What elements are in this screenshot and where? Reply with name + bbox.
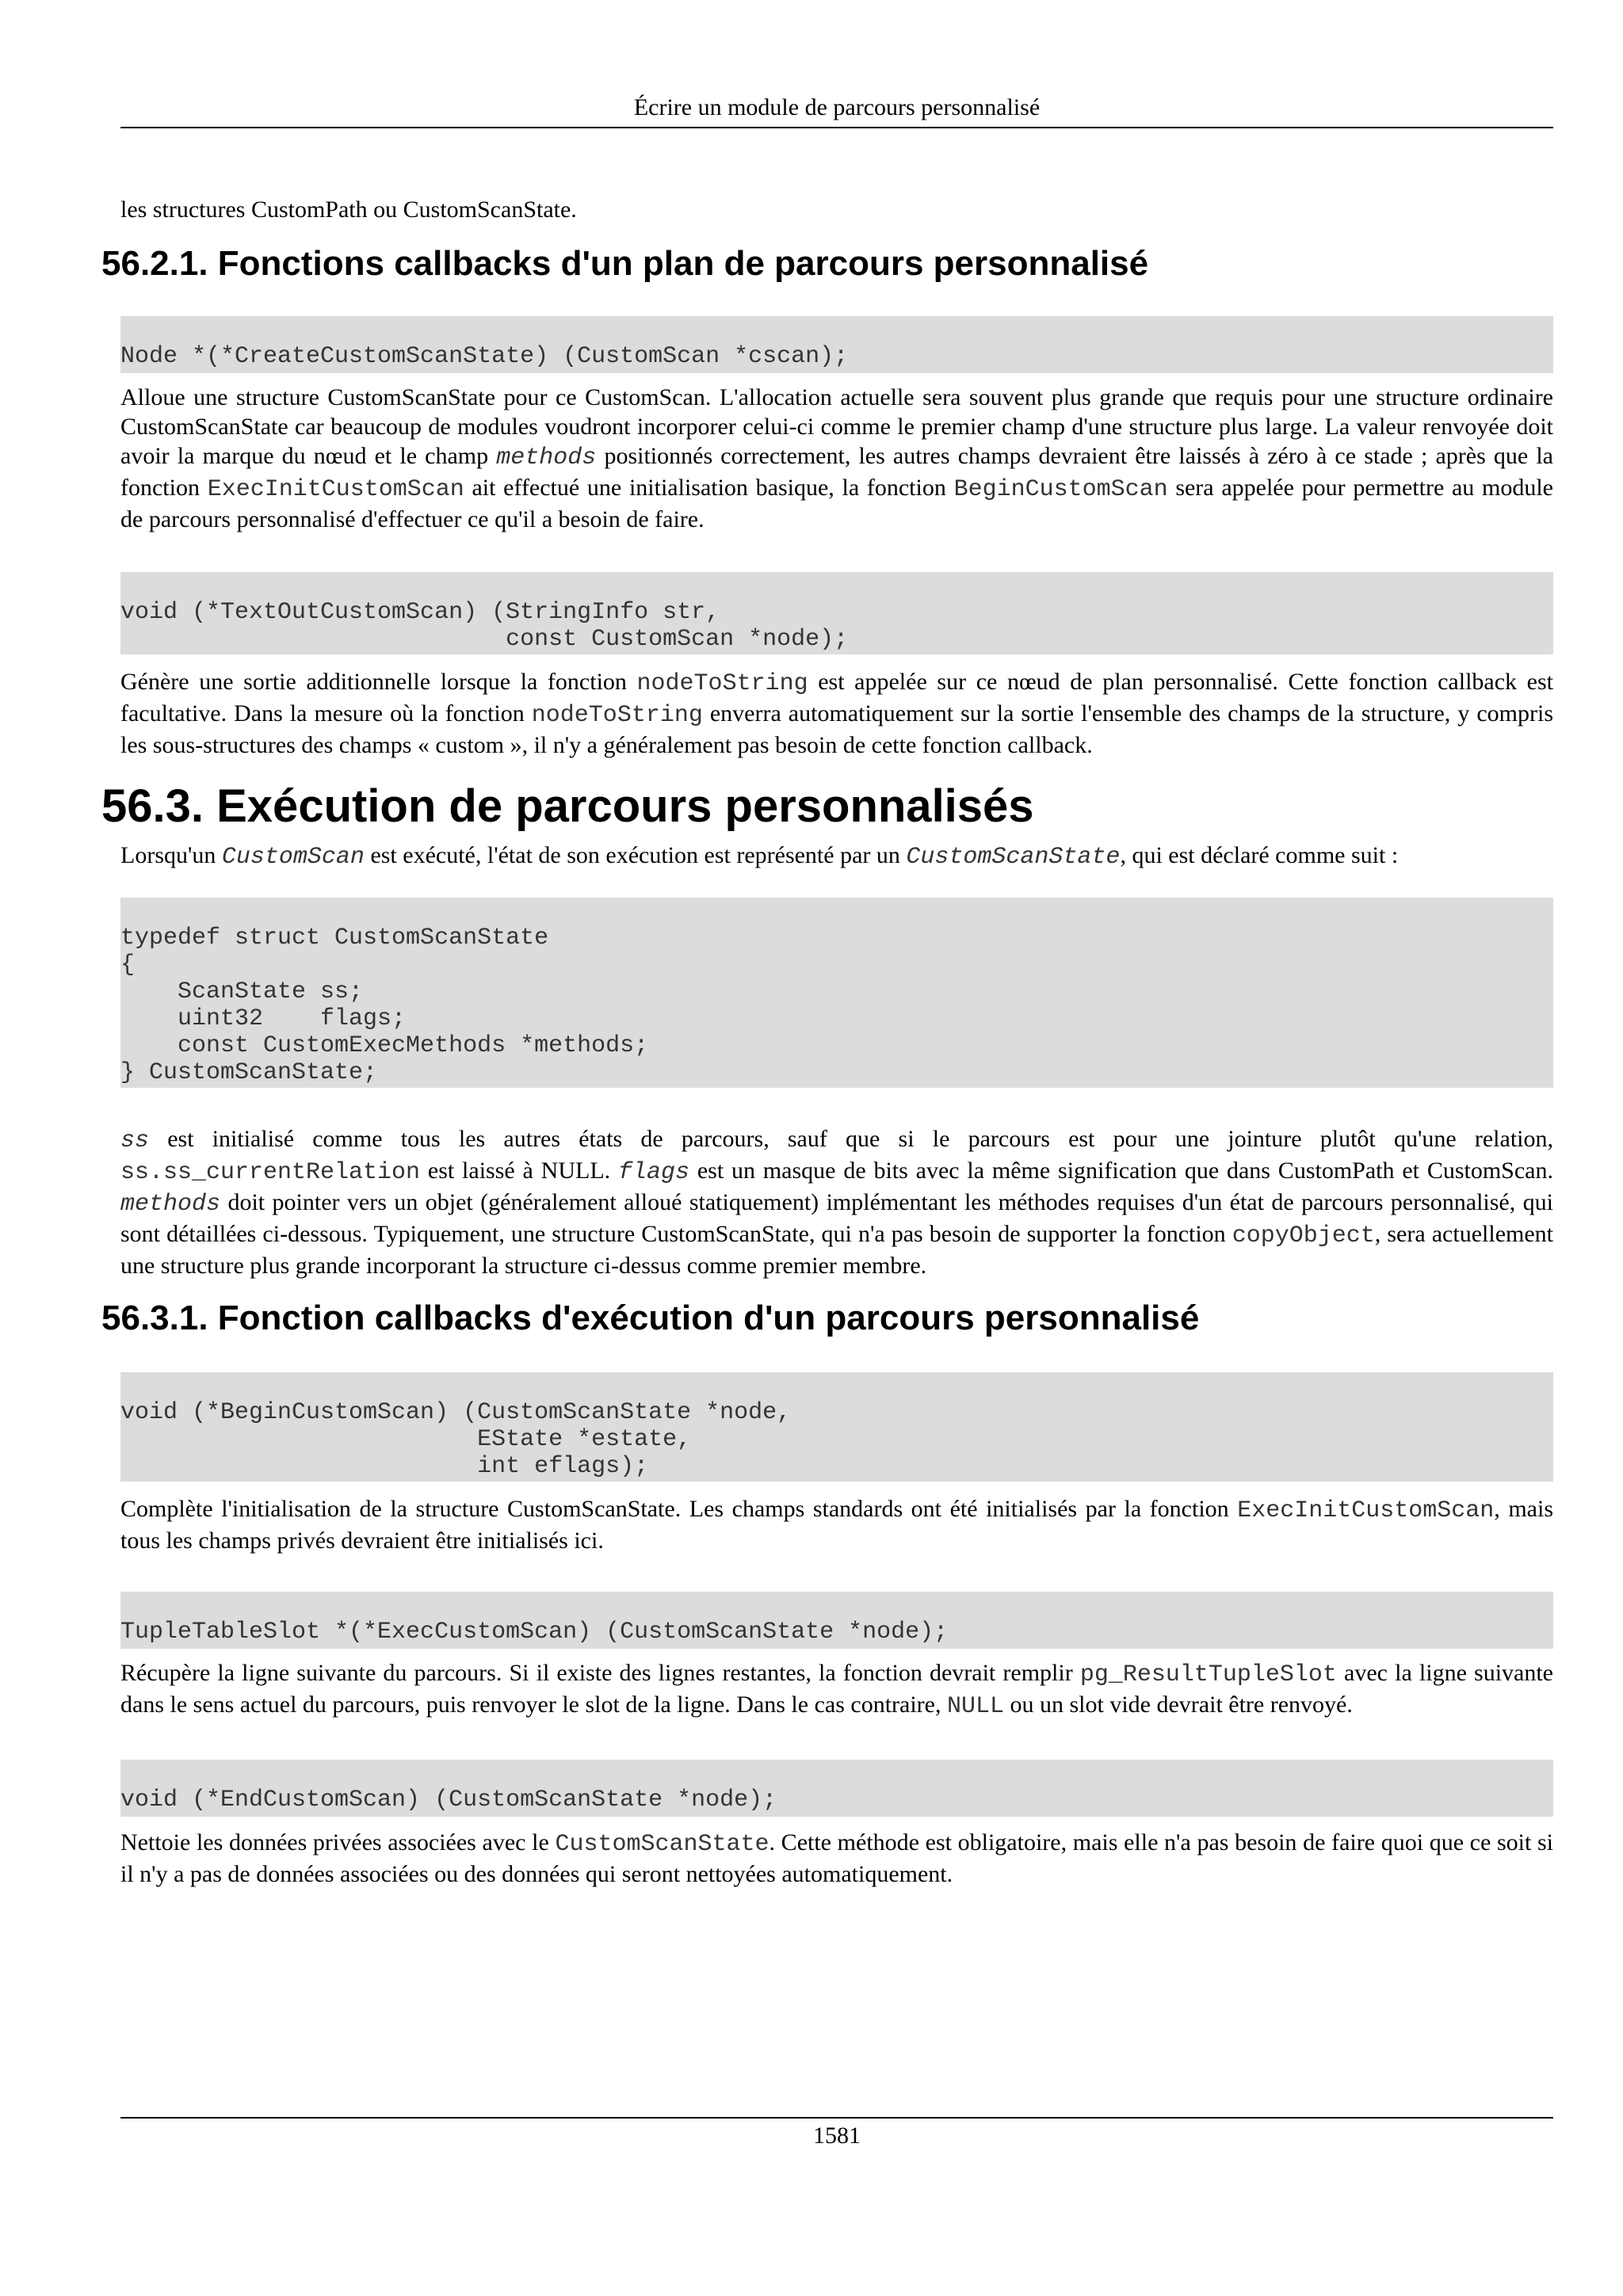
running-header: Écrire un module de parcours personnalisé bbox=[633, 94, 1041, 120]
code-custom-scan-state-struct: typedef struct CustomScanState { ScanState ss; uint32 flags; const CustomExecMethods *methods; } CustomScanState; bbox=[120, 898, 1553, 1088]
paragraph-custom-scan-state-intro: Lorsqu'un CustomScan est exécuté, l'état de son exécution est représenté par un CustomScanState, qui est déclaré comme suit : bbox=[120, 842, 1399, 871]
paragraph-create-custom-scan-state: Alloue une structure CustomScanState pour ce CustomScan. L'allocation actuelle sera souvent plus grande que requis pour une structure ordinaire CustomScanState car beaucoup de modules voudront incorporer celui-ci comme le premier champ d'une structure plus large. La valeur renvoyée doit avoir la marque du nœud et le champ methods positionnés correctement, les autres champs devraient être laissés à zéro à ce stade ; après que la fonction ExecInitCustomScan ait effectué une initialisation basique, la fonction BeginCustomScan sera appelée pour permettre au module de parcours personnalisé d'effectuer ce qu'il a besoin de faire. bbox=[120, 384, 1553, 532]
code-end-custom-scan: void (*EndCustomScan) (CustomScanState *node); bbox=[120, 1760, 1553, 1817]
section-heading-56-3-1: 56.3.1. Fonction callbacks d'exécution d'un parcours personnalisé bbox=[101, 1299, 1200, 1337]
footer-rule bbox=[120, 2117, 1553, 2119]
page-number: 1581 bbox=[813, 2122, 861, 2149]
section-heading-56-2-1: 56.2.1. Fonctions callbacks d'un plan de parcours personnalisé bbox=[101, 244, 1149, 283]
code-create-custom-scan-state: Node *(*CreateCustomScanState) (CustomScan *cscan); bbox=[120, 316, 1553, 373]
paragraph-begin-custom-scan: Complète l'initialisation de la structure CustomScanState. Les champs standards ont été initialisés par la fonction ExecInitCustomScan, mais tous les champs privés devraient être initialisés ici. bbox=[120, 1496, 1553, 1554]
document-page bbox=[101, 0, 1554, 2296]
paragraph-text-out-custom-scan: Génère une sortie additionnelle lorsque la fonction nodeToString est appelée sur ce nœud de plan personnalisé. Cette fonction callback est facultative. Dans la mesure où la fonction nodeToString enverra automatiquement sur la sortie l'ensemble des champs de la structure, y compris les sous-structures des champs « custom », il n'y a généralement pas besoin de cette fonction callback. bbox=[120, 669, 1553, 758]
header-rule bbox=[120, 127, 1553, 128]
paragraph-end-custom-scan: Nettoie les données privées associées avec le CustomScanState. Cette méthode est obligatoire, mais elle n'a pas besoin de faire quoi que ce soit si il n'y a pas de données associées ou des données qui seront nettoyées automatiquement. bbox=[120, 1829, 1554, 1887]
paragraph-exec-custom-scan: Récupère la ligne suivante du parcours. Si il existe des lignes restantes, la fonction devrait remplir pg_ResultTupleSlot avec la ligne suivante dans le sens actuel du parcours, puis renvoyer le slot de la ligne. Dans le cas contraire, NULL ou un slot vide devrait être renvoyé. bbox=[120, 1660, 1553, 1720]
section-heading-56-3: 56.3. Exécution de parcours personnalisés bbox=[101, 780, 1034, 832]
code-exec-custom-scan: TupleTableSlot *(*ExecCustomScan) (CustomScanState *node); bbox=[120, 1592, 1553, 1649]
code-begin-custom-scan: void (*BeginCustomScan) (CustomScanState *node, EState *estate, int eflags); bbox=[120, 1372, 1553, 1482]
code-text-out-custom-scan: void (*TextOutCustomScan) (StringInfo str, const CustomScan *node); bbox=[120, 572, 1553, 654]
paragraph-custom-scan-state-fields: ss est initialisé comme tous les autres états de parcours, sauf que si le parcours est pour une jointure plutôt qu'une relation, ss.ss_currentRelation est laissé à NULL. flags est un masque de bits avec la même signification que dans CustomPath et CustomScan. methods doit pointer vers un objet (généralement alloué statiquement) implémentant les méthodes requises d'un état de parcours personnalisé, qui sont détaillées ci-dessous. Typiquement, une structure CustomScanState, qui n'a pas besoin de supporter la fonction copyObject, sera actuellement une structure plus grande incorporant la structure ci-dessus comme premier membre. bbox=[120, 1126, 1553, 1279]
page-content bbox=[101, 190, 1554, 1889]
intro-paragraph: les structures CustomPath ou CustomScanState. bbox=[120, 196, 577, 223]
